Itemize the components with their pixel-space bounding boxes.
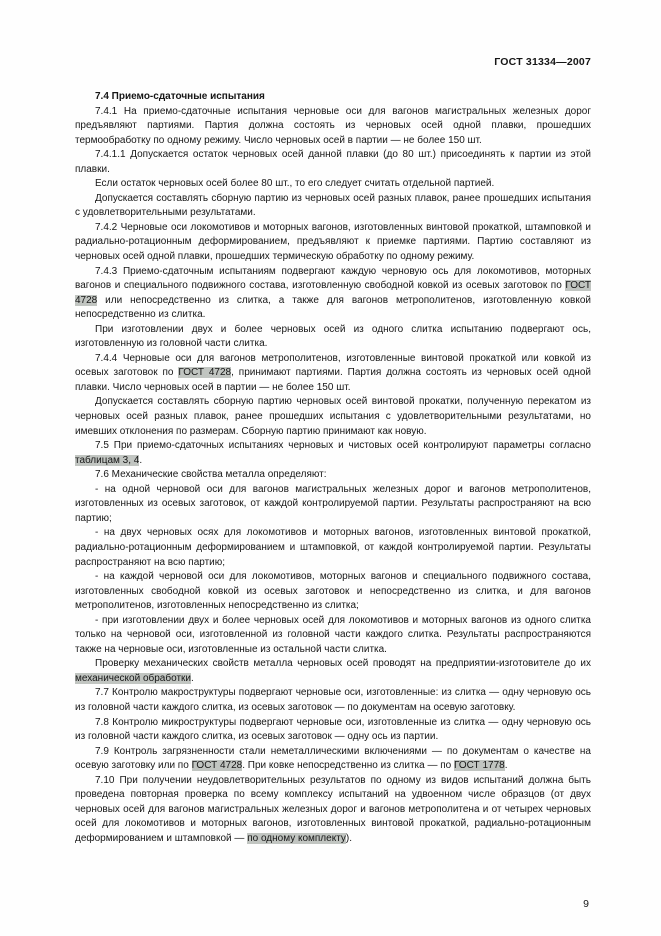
paragraph: [75, 105, 591, 149]
paragraph-text: 7.7 Контролю макроструктуры подвергают черновые оси, изготовленные: из слитка — одну черновую ось из головной части каждого слитка, из осевых заготовок — по документам на осевую заготовку.: [75, 687, 591, 713]
paragraph: [75, 323, 591, 352]
paragraph: [75, 774, 591, 847]
document-body: [75, 90, 591, 846]
paragraph: [75, 745, 591, 774]
paragraph: [75, 148, 591, 177]
paragraph-text: - при изготовлении двух и более черновых осей для локомотивов и моторных вагонов из одного слитка только на черновой оси, изготовленной из головной части каждого слитка. Результаты распространяются также на черновые оси, изготовленные из остальной части слитка.: [75, 614, 591, 655]
reference-link-highlight[interactable]: ГОСТ 1778: [454, 760, 505, 772]
paragraph: [75, 483, 591, 527]
paragraph-text: 7.4.1 На приемо-сдаточные испытания черновые оси для вагонов магистральных железных дорог предъявляют партиями. Партия должна состоять из черновых осей одной плавки, прошедших термообработку по одному режиму. Число черновых осей в партии — не более 150 шт.: [75, 105, 591, 146]
paragraph-text: , принимают партиями. Партия должна состоять из черновых осей одной плавки. Число черновых осей в партии — не более 150 шт.: [75, 367, 591, 393]
paragraph: [75, 686, 591, 715]
page-number: 9: [583, 898, 589, 910]
paragraph-text: 7.4.4 Черновые оси для вагонов метрополитенов, изготовленные винтовой прокаткой или ковкой из осевых заготовок по: [75, 352, 591, 379]
paragraph-text: . При ковке непосредственно из слитка — по: [242, 760, 455, 772]
paragraph: [75, 716, 591, 745]
paragraph-text: Если остаток черновых осей более 80 шт., то его следует считать отдельной партией.: [95, 178, 495, 190]
paragraph-text: - на каждой черновой оси для локомотивов, моторных вагонов и специального подвижного состава, изготовленных свободной ковкой из осевых заготовок и непосредственно из слитка, и для вагонов метрополитенов, изготовленных непосредственно из слитка;: [75, 571, 591, 612]
paragraph-text: .: [504, 760, 508, 772]
paragraph-text: 7.4.1.1 Допускается остаток черновых осей данной плавки (до 80 шт.) присоединять к партии из этой плавки.: [75, 149, 591, 175]
paragraph-text: 7.5 При приемо-сдаточных испытаниях черновых и чистовых осей контролируют параметры согласно: [95, 440, 591, 452]
paragraph: [75, 177, 591, 192]
paragraph-text: При изготовлении двух и более черновых осей из одного слитка испытанию подвергают ось, изготовленную из головной части слитка.: [75, 323, 591, 350]
paragraph: [75, 395, 591, 439]
paragraph: [75, 570, 591, 614]
paragraph-text: 7.9 Контроль загрязненности стали неметаллическими включениями — по документам о качестве на осевую заготовку или по: [75, 745, 591, 772]
paragraph: [75, 526, 591, 570]
paragraph-text: - на одной черновой оси для вагонов магистральных железных дорог и вагонов метрополитенов, изготовленных из осевых заготовок, от каждой контролируемой партии. Результаты распространяют на всю партию;: [75, 483, 591, 524]
paragraph: [75, 221, 591, 265]
reference-link-highlight[interactable]: ГОСТ 4728: [75, 280, 591, 306]
paragraph-text: - на двух черновых осях для локомотивов и моторных вагонов, изготовленных винтовой прокаткой, радиально-ротационным деформированием и штамповкой, от каждой контролируемой партии. Результаты распространяют на всю партию;: [75, 527, 591, 568]
reference-link-highlight[interactable]: таблицам 3, 4: [75, 454, 140, 466]
reference-link-highlight[interactable]: ГОСТ 4728: [178, 367, 232, 379]
paragraph: [75, 614, 591, 658]
paragraph-text: или непосредственно из слитка, а также для вагонов метрополитенов, изготовленную ковкой непосредственно из слитка.: [75, 294, 591, 321]
paragraph-text: .: [190, 672, 194, 684]
reference-link-highlight[interactable]: по одному комплекту: [247, 832, 346, 844]
paragraph: [75, 657, 591, 686]
paragraph-text: 7.4.2 Черновые оси локомотивов и моторных вагонов, изготовленных винтовой прокаткой, штамповкой и радиально-ротационным деформированием, предъявляют к приемке партиями. Партию составляют из черновых осей одной плавки, прошедших термическую обработку по одному режиму.: [75, 221, 591, 263]
paragraph-text: 7.4 Приемо-сдаточные испытания: [95, 91, 265, 102]
paragraph-text: ).: [345, 832, 352, 844]
paragraph-text: 7.6 Механические свойства металла определяют:: [95, 469, 327, 481]
paragraph-text: Проверку механических свойств металла черновых осей проводят на предприятии-изготовителе до их: [95, 658, 591, 670]
paragraph: [75, 439, 591, 468]
paragraph-text: 7.4.3 Приемо-сдаточным испытаниям подвергают каждую черновую ось для локомотивов, моторных вагонов и специального подвижного состава, изготовленную свободной ковкой из осевых заготовок по: [75, 265, 591, 292]
paragraph-text: 7.8 Контролю микроструктуры подвергают черновые оси, изготовленные из слитка — одну черновую ось из головной части каждого слитка, из осевых заготовок — одну ось из партии.: [75, 716, 591, 743]
paragraph-text: 7.10 При получении неудовлетворительных результатов по одному из видов испытаний должна быть проведена повторная проверка по всему комплексу испытаний на удвоенном числе образцов (от двух черновых осей для вагонов магистральных железных дорог и вагонов метрополитена и от четырех черновых осей для локомотивов и моторных вагонов, изготовленных винтовой прокаткой, радиально-ротационным деформированием и штамповкой —: [75, 774, 591, 844]
paragraph-text: Допускается составлять сборную партию из черновых осей разных плавок, ранее прошедших испытания с удовлетворительными результатами.: [75, 192, 591, 219]
section-heading: [75, 90, 591, 105]
paragraph: [75, 468, 591, 483]
paragraph: [75, 265, 591, 323]
paragraph: [75, 352, 591, 396]
paragraph-text: Допускается составлять сборную партию черновых осей винтовой прокатки, полученную перекатом из черновых осей разных плавок, ранее прошедших испытания с удовлетворительными результатами, но имевших отклонения по размерам. Сборную партию принимают как новую.: [75, 396, 591, 437]
paragraph-text: .: [139, 454, 143, 466]
document-number: ГОСТ 31334—2007: [494, 56, 591, 68]
reference-link-highlight[interactable]: ГОСТ 4728: [191, 760, 243, 772]
paragraph: [75, 192, 591, 221]
reference-link-highlight[interactable]: механической обработки: [75, 672, 191, 684]
